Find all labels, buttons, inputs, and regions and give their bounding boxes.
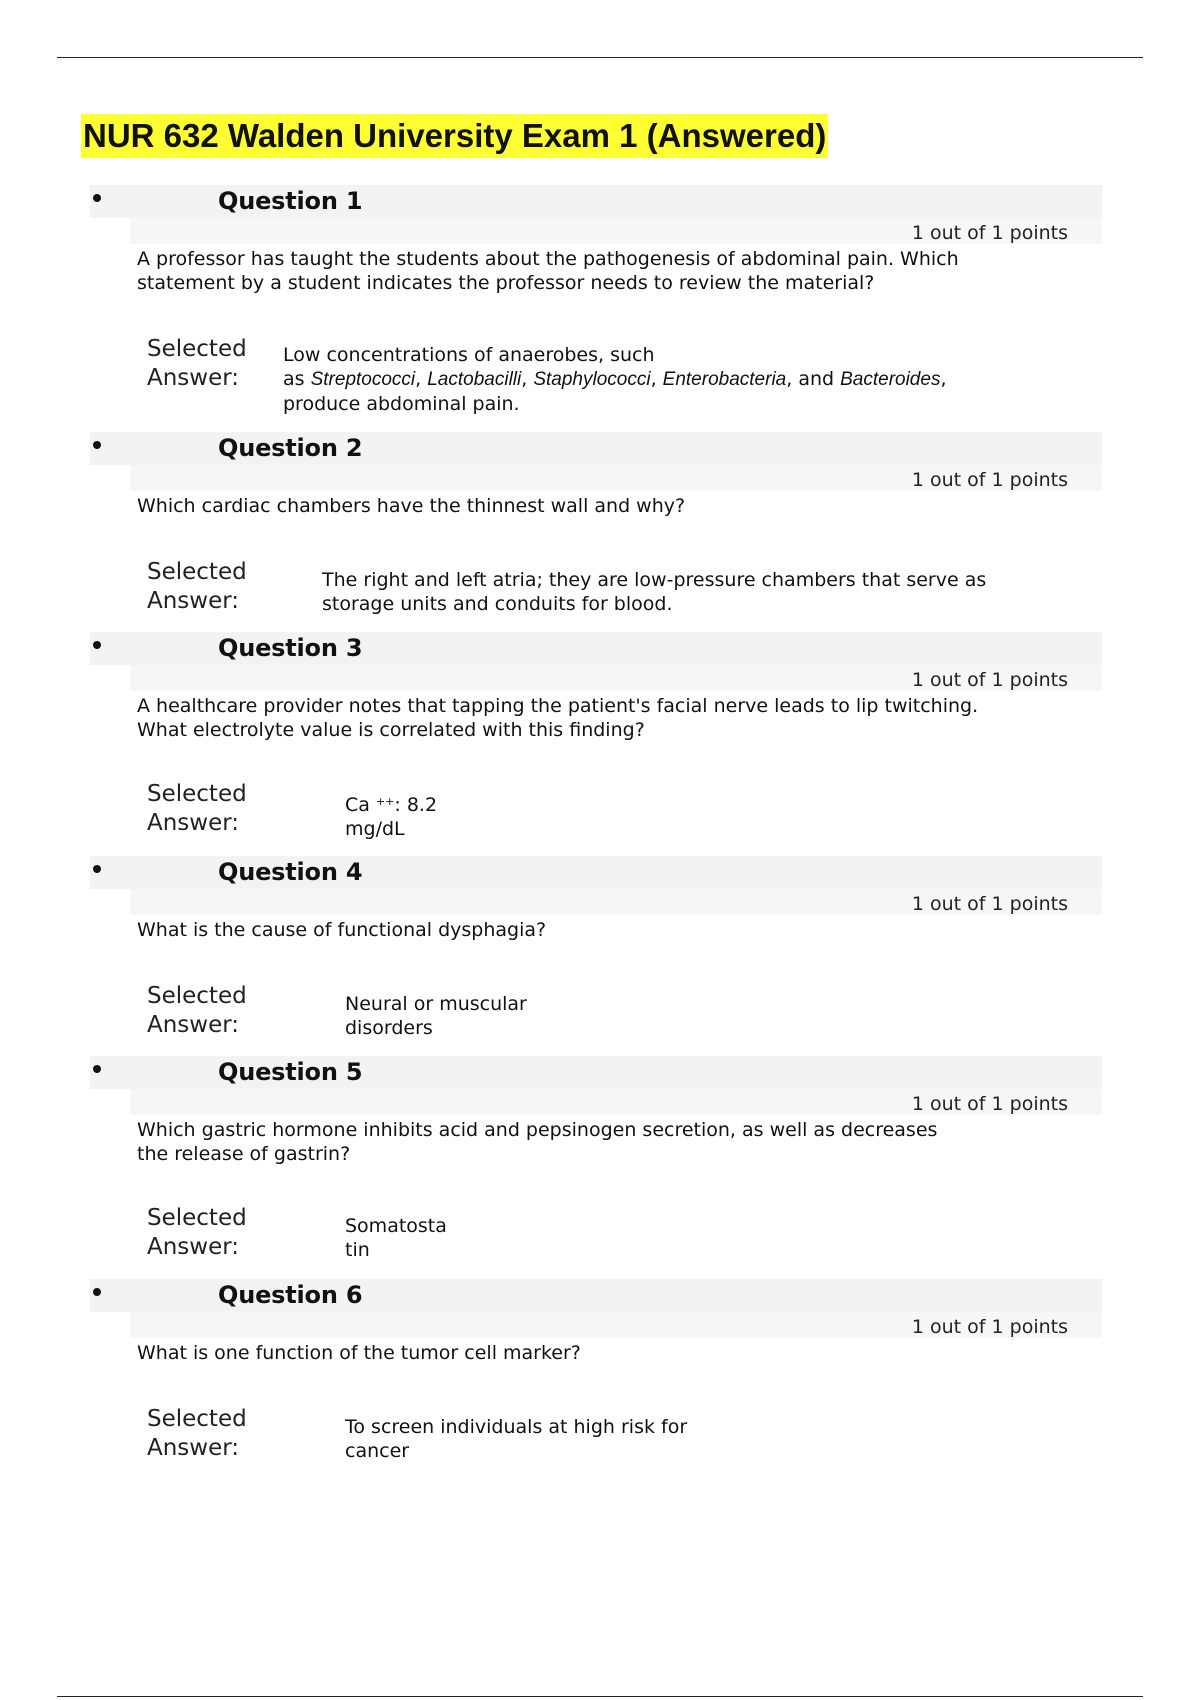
question-points: 1 out of 1 points: [911, 469, 1068, 491]
question-title: Question 2: [218, 434, 363, 462]
bullet-icon: [93, 1288, 101, 1296]
question-text: Which gastric hormone inhibits acid and pepsinogen secretion, as well as decreases the release of gastrin?: [137, 1119, 938, 1165]
question-text: What is one function of the tumor cell marker?: [137, 1342, 581, 1364]
bullet-icon: [93, 441, 101, 449]
bullet-icon: [93, 641, 101, 649]
organism-name: Enterobacteria: [662, 369, 787, 390]
bottom-rule: [57, 1696, 1143, 1697]
question-title: Question 3: [218, 634, 363, 662]
organism-name: Lactobacilli: [427, 369, 522, 390]
charge-superscript: ++: [375, 795, 395, 808]
selected-answer-label: Selected Answer:: [147, 983, 247, 1038]
question-title: Question 5: [218, 1058, 363, 1086]
bullet-icon: [93, 194, 101, 202]
selected-answer-label: Selected Answer:: [147, 559, 247, 614]
selected-answer: The right and left atria; they are low-pressure chambers that serve as storage units and conduits for blood.: [322, 569, 987, 615]
question-text: A healthcare provider notes that tapping the patient's facial nerve leads to lip twitching. What electrolyte value is correlated with this finding?: [137, 695, 979, 741]
question-text: What is the cause of functional dysphagia?: [137, 919, 547, 941]
question-points: 1 out of 1 points: [911, 1093, 1068, 1115]
selected-answer: To screen individuals at high risk for cancer: [345, 1416, 688, 1462]
selected-answer: Neural or muscular disorders: [345, 993, 527, 1039]
question-points: 1 out of 1 points: [911, 669, 1068, 691]
question-text: A professor has taught the students about the pathogenesis of abdominal pain. Which statement by a student indicates the professor needs to review the material?: [137, 248, 959, 294]
selected-answer: Somatosta tin: [345, 1215, 447, 1261]
selected-answer-label: Selected Answer:: [147, 336, 247, 391]
selected-answer: Ca ++: 8.2 mg/dL: [345, 794, 438, 840]
top-rule: [57, 57, 1143, 58]
organism-name: Streptococci: [310, 369, 416, 390]
question-points: 1 out of 1 points: [911, 222, 1068, 244]
question-title: Question 1: [218, 187, 363, 215]
selected-answer-label: Selected Answer:: [147, 1406, 247, 1461]
organism-name: Staphylococci: [533, 369, 651, 390]
selected-answer-label: Selected Answer:: [147, 781, 247, 836]
question-points: 1 out of 1 points: [911, 1316, 1068, 1338]
selected-answer: Low concentrations of anaerobes, such as Streptococci, Lactobacilli, Staphylococci, Enterobacteria, and Bacteroides, produce abdominal pain.: [283, 344, 947, 415]
document-title: NUR 632 Walden University Exam 1 (Answered): [81, 114, 828, 158]
question-text: Which cardiac chambers have the thinnest wall and why?: [137, 495, 686, 517]
question-title: Question 6: [218, 1281, 363, 1309]
bullet-icon: [93, 1065, 101, 1073]
organism-name: Bacteroides: [840, 369, 941, 390]
selected-answer-label: Selected Answer:: [147, 1205, 247, 1260]
question-points: 1 out of 1 points: [911, 893, 1068, 915]
question-title: Question 4: [218, 858, 363, 886]
bullet-icon: [93, 865, 101, 873]
